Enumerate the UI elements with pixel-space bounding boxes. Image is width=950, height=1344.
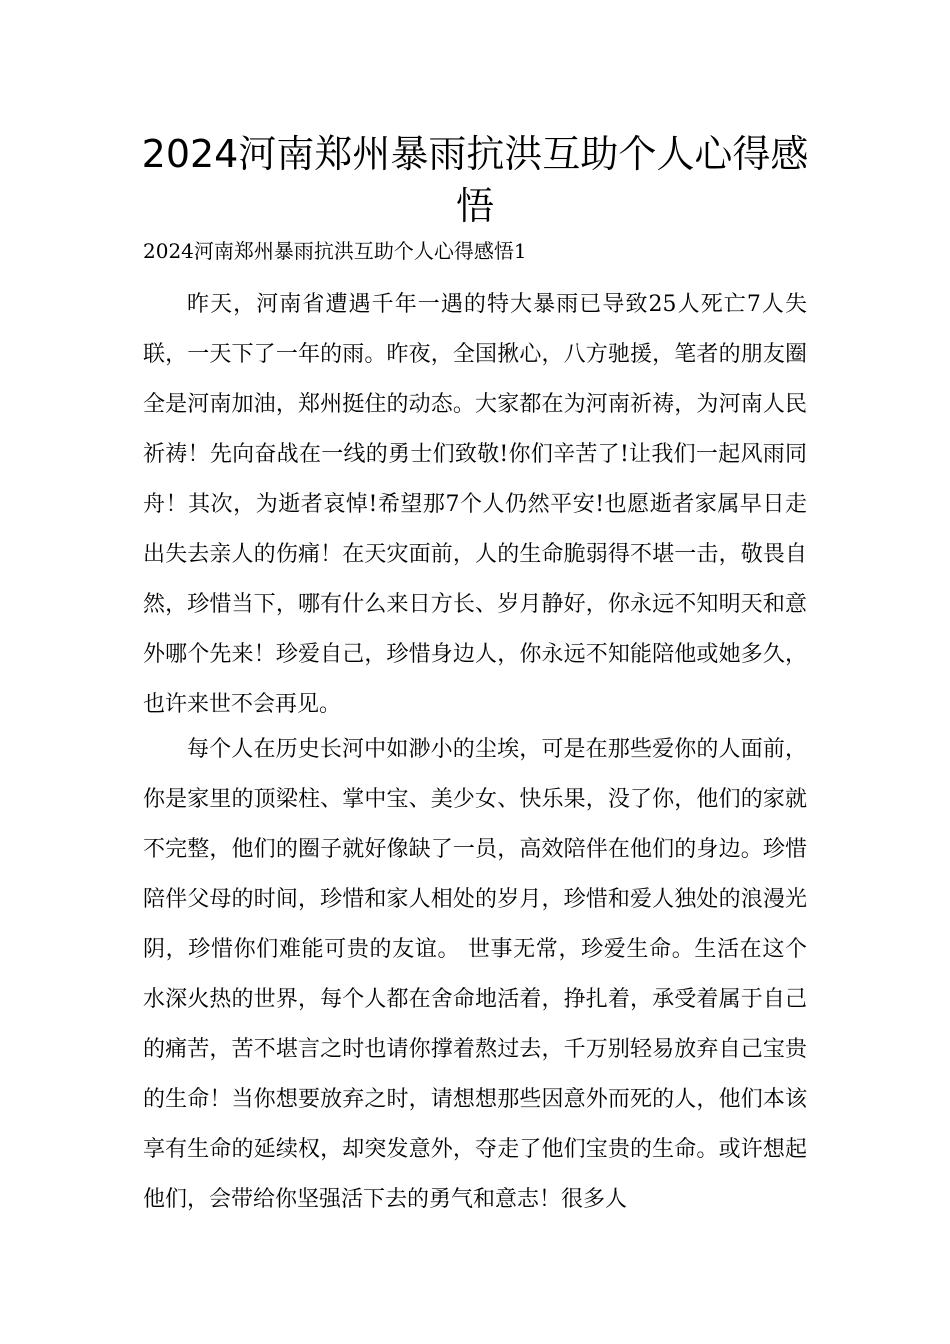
document-title: 2024河南郑州暴雨抗洪互助个人心得感悟 (141, 132, 809, 228)
body-paragraph: 每个人在历史长河中如渺小的尘埃，可是在那些爱你的人面前，你是家里的顶梁柱、掌中宝、美少女、快乐果，没了你，他们的家就不完整，他们的圈子就好像缺了一员，高效陪伴在他们的身边。珍惜陪伴父母的时间，珍惜和家人相处的岁月，珍惜和爱人独处的浪漫光阴，珍惜你们难能可贵的友谊。 世事无常，珍爱生命。生活在这个水深火热的世界，每个人都在舍命地活着，挣扎着，承受着属于自己的痛苦，苦不堪言之时也请你撑着熬过去，千万别轻易放弃自己宝贵的生命！当你想要放弃之时，请想想那些因意外而死的人，他们本该享有生命的延续权，却突发意外，夺走了他们宝贵的生命。或许想起他们，会带给你坚强活下去的勇气和意志！很多人 (143, 737, 807, 1212)
section-heading: 2024河南郑州暴雨抗洪互助个人心得感悟1 (143, 239, 527, 263)
body-paragraph: 昨天，河南省遭遇千年一遇的特大暴雨已导致25人死亡7人失联，一天下了一年的雨。昨夜，全国揪心，八方驰援，笔者的朋友圈全是河南加油，郑州挺住的动态。大家都在为河南祈祷，为河南人民祈祷！先向奋战在一线的勇士们致敬!你们辛苦了!让我们一起风雨同舟！其次，为逝者哀悼!希望那7个人仍然平安!也愿逝者家属早日走出失去亲人的伤痛！在天灾面前，人的生命脆弱得不堪一击，敬畏自然，珍惜当下，哪有什么来日方长、岁月静好，你永远不知明天和意外哪个先来！珍爱自己，珍惜身边人，你永远不知能陪他或她多久，也许来世不会再见。 (143, 292, 807, 717)
